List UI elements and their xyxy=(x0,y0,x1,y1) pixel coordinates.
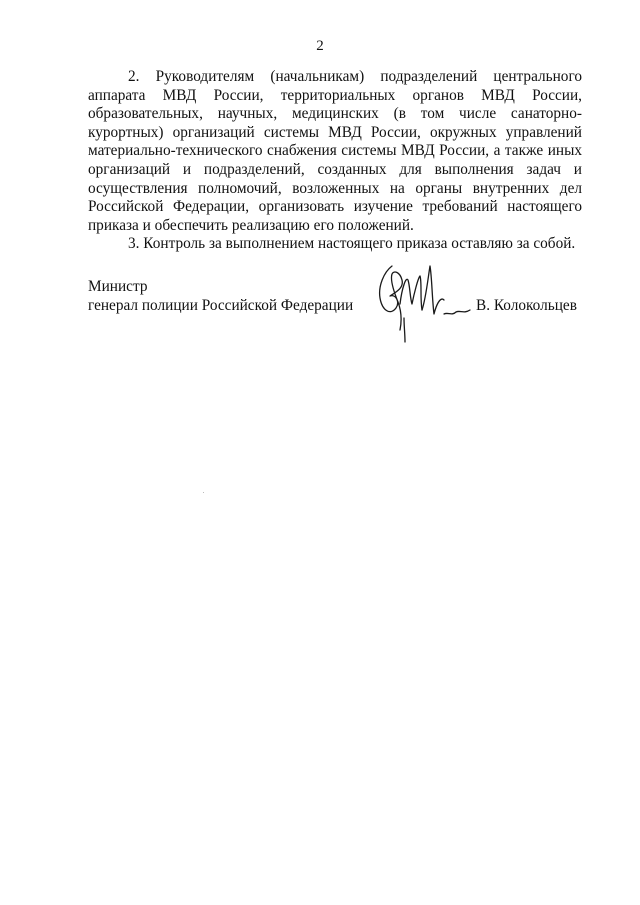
page-number: 2 xyxy=(316,38,324,54)
signatory-title xyxy=(88,277,353,315)
paragraph-2: 2. Руководителям (начальникам) подразделений центрального аппарата МВД России, территориальных органов МВД России, образовательных, научных, медицинских (в том числе санаторно-курортных) организаций системы МВД России, окружных управлений материально-технического снабжения системы МВД России, а также иных организаций и подразделений, созданных для выполнения задач и осуществления полномочий, возложенных на органы внутренних дел Российской Федерации, организовать изучение требований настоящего приказа и обеспечить реализацию его положений. xyxy=(88,68,582,234)
signatory-rank: генерал полиции Российской Федерации xyxy=(88,297,354,314)
paragraph-3: 3. Контроль за выполнением настоящего приказа оставляю за собой. xyxy=(128,235,576,253)
signatory-position: Министр xyxy=(88,278,148,295)
document-body xyxy=(88,68,582,254)
handwritten-signature xyxy=(374,258,474,344)
signatory-name: В. Колокольцев xyxy=(476,297,577,314)
scan-artifact xyxy=(203,492,204,493)
